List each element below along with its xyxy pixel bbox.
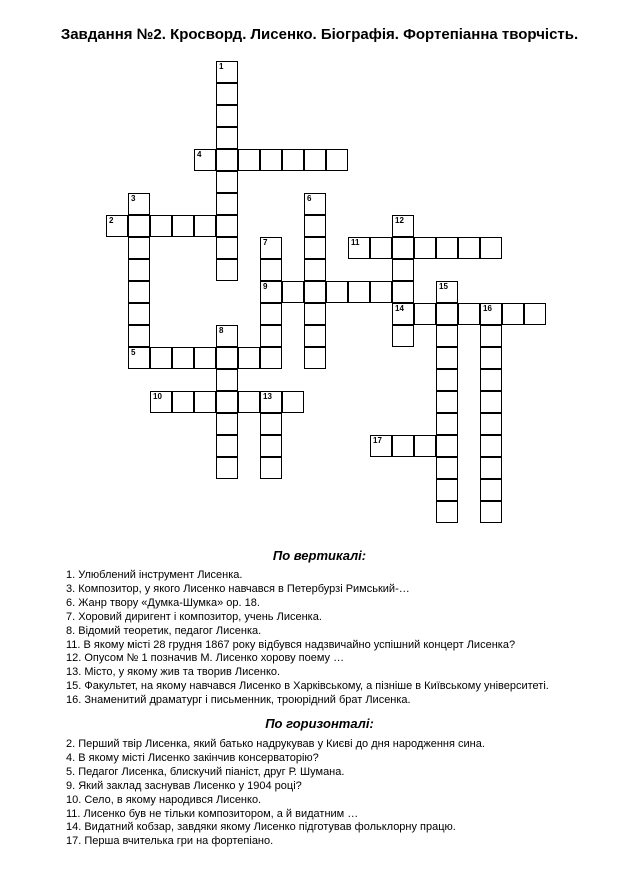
crossword-cell[interactable]	[128, 259, 150, 281]
clue-horizontal-10: 10. Село, в якому народився Лисенко.	[66, 793, 262, 806]
horizontal-heading: По горизонталі:	[265, 716, 374, 731]
page-title: Завдання №2. Кросворд. Лисенко. Біографія. Фортепіанна творчість.	[60, 26, 579, 43]
clue-horizontal-2: 2. Перший твір Лисенка, який батько надрукував у Києві до дня народження сина.	[66, 738, 485, 750]
clue-horizontal-11: 11. Лисенко був не тільки композитором, а й видатним …	[66, 807, 359, 820]
crossword-cell[interactable]	[480, 391, 502, 413]
clue-vertical-15: 15. Факультет, на якому навчався Лисенко в Харківському, а пізніше в Київському університеті.	[66, 680, 549, 693]
crossword-cell[interactable]	[216, 193, 238, 215]
crossword-cell[interactable]	[480, 325, 502, 347]
crossword-cell[interactable]	[304, 303, 326, 325]
cell-number-label: 16	[483, 304, 492, 313]
crossword-cell[interactable]	[260, 435, 282, 457]
crossword-cell[interactable]	[348, 237, 370, 259]
crossword-cell[interactable]	[370, 435, 392, 457]
crossword-cell[interactable]	[480, 435, 502, 457]
crossword-cell[interactable]	[216, 391, 238, 413]
crossword-cell[interactable]	[436, 347, 458, 369]
crossword-cell[interactable]	[480, 457, 502, 479]
crossword-cell[interactable]	[216, 347, 238, 369]
crossword-cell[interactable]	[436, 435, 458, 457]
vertical-heading: По вертикалі:	[272, 548, 367, 563]
crossword-cell[interactable]	[304, 215, 326, 237]
clue-horizontal-17: 17. Перша вчителька гри на фортепіано.	[66, 835, 274, 848]
crossword-cell[interactable]	[436, 303, 458, 325]
cell-number-label: 1	[219, 62, 224, 71]
crossword-cell[interactable]	[216, 435, 238, 457]
crossword-cell[interactable]	[502, 303, 524, 325]
crossword-cell[interactable]	[480, 369, 502, 391]
crossword-cell[interactable]	[414, 303, 436, 325]
crossword-cell[interactable]	[260, 457, 282, 479]
crossword-cell[interactable]	[480, 303, 502, 325]
crossword-cell[interactable]	[524, 303, 546, 325]
crossword-cell[interactable]	[282, 391, 304, 413]
crossword-cell[interactable]	[106, 215, 128, 237]
crossword-cell[interactable]	[172, 391, 194, 413]
crossword-cell[interactable]	[436, 281, 458, 303]
crossword-cell[interactable]	[150, 215, 172, 237]
crossword-cell[interactable]	[128, 193, 150, 215]
crossword-cell[interactable]	[216, 215, 238, 237]
crossword-cell[interactable]	[216, 413, 238, 435]
crossword-cell[interactable]	[194, 149, 216, 171]
crossword-cell[interactable]	[392, 215, 414, 237]
cell-number-label: 7	[263, 238, 268, 247]
cell-number-label: 8	[219, 326, 224, 335]
clue-vertical-13: 13. Місто, у якому жив та творив Лисенко.	[66, 666, 281, 679]
crossword-cell[interactable]	[260, 149, 282, 171]
crossword-cell[interactable]	[282, 281, 304, 303]
crossword-cell[interactable]	[436, 479, 458, 501]
crossword-cell[interactable]	[458, 303, 480, 325]
cell-number-label: 3	[131, 194, 136, 203]
crossword-cell[interactable]	[480, 413, 502, 435]
crossword-cell[interactable]	[436, 413, 458, 435]
crossword-cell[interactable]	[260, 325, 282, 347]
clue-vertical-1: 1. Улюблений інструмент Лисенка.	[66, 569, 243, 581]
cell-number-label: 2	[109, 216, 114, 225]
crossword-cell[interactable]	[216, 237, 238, 259]
crossword-cell[interactable]	[128, 347, 150, 369]
crossword-cell[interactable]	[128, 215, 150, 237]
crossword-cell[interactable]	[304, 281, 326, 303]
cell-number-label: 12	[395, 216, 404, 225]
clue-vertical-12: 12. Опусом № 1 позначив М. Лисенко хорову поему …	[66, 652, 345, 665]
crossword-cell[interactable]	[480, 501, 502, 523]
crossword-cell[interactable]	[216, 83, 238, 105]
crossword-cell[interactable]	[436, 391, 458, 413]
crossword-cell[interactable]	[172, 347, 194, 369]
crossword-cell[interactable]	[216, 171, 238, 193]
cell-number-label: 11	[351, 238, 360, 247]
crossword-cell[interactable]	[194, 391, 216, 413]
crossword-cell[interactable]	[304, 325, 326, 347]
crossword-cell[interactable]	[436, 325, 458, 347]
clue-horizontal-5: 5. Педагог Лисенка, блискучий піаніст, друг Р. Шумана.	[66, 765, 345, 778]
crossword-cell[interactable]	[392, 435, 414, 457]
horizontal-clues-list	[66, 738, 485, 849]
crossword-cell[interactable]	[392, 303, 414, 325]
clue-horizontal-9: 9. Який заклад заснував Лисенко у 1904 році?	[66, 779, 302, 792]
crossword-cell[interactable]	[436, 457, 458, 479]
crossword-cell[interactable]	[216, 457, 238, 479]
crossword-cell[interactable]	[216, 325, 238, 347]
crossword-cell[interactable]	[128, 303, 150, 325]
cell-number-label: 17	[373, 436, 382, 445]
crossword-cell[interactable]	[260, 259, 282, 281]
crossword-cell[interactable]	[216, 369, 238, 391]
crossword-cell[interactable]	[304, 347, 326, 369]
crossword-cell[interactable]	[216, 105, 238, 127]
crossword-cell[interactable]	[260, 391, 282, 413]
crossword-cell[interactable]	[260, 281, 282, 303]
crossword-cell[interactable]	[304, 193, 326, 215]
cell-number-label: 10	[153, 392, 162, 401]
crossword-cell[interactable]	[128, 237, 150, 259]
cell-number-label: 13	[263, 392, 272, 401]
crossword-cell[interactable]	[326, 281, 348, 303]
crossword-cell[interactable]	[238, 347, 260, 369]
crossword-cell[interactable]	[304, 259, 326, 281]
crossword-cell[interactable]	[392, 325, 414, 347]
clue-vertical-6: 6. Жанр твору «Думка-Шумка» ор. 18.	[66, 596, 260, 609]
crossword-cell[interactable]	[150, 391, 172, 413]
clue-horizontal-4: 4. В якому місті Лисенко закінчив консерваторію?	[66, 751, 319, 764]
cell-number-label: 5	[131, 348, 136, 357]
crossword-cell[interactable]	[370, 237, 392, 259]
clue-horizontal-14: 14. Видатний кобзар, завдяки якому Лисенко підготував фольклорну працю.	[66, 821, 456, 834]
vertical-clues-list	[66, 569, 549, 708]
crossword-cell[interactable]	[392, 237, 414, 259]
crossword-cell[interactable]	[392, 281, 414, 303]
crossword-cell[interactable]	[128, 325, 150, 347]
crossword-cell[interactable]	[194, 215, 216, 237]
crossword-cell[interactable]	[480, 347, 502, 369]
crossword-cell[interactable]	[458, 237, 480, 259]
cell-number-label: 6	[307, 194, 312, 203]
crossword-cell[interactable]	[238, 149, 260, 171]
crossword-cell[interactable]	[216, 127, 238, 149]
crossword-cell[interactable]	[480, 479, 502, 501]
crossword-cell[interactable]	[414, 435, 436, 457]
crossword-cell[interactable]	[238, 391, 260, 413]
crossword-cell[interactable]	[392, 259, 414, 281]
crossword-cell[interactable]	[172, 215, 194, 237]
crossword-cell[interactable]	[370, 281, 392, 303]
cell-number-label: 15	[439, 282, 448, 291]
crossword-cell[interactable]	[260, 237, 282, 259]
crossword-cell[interactable]	[326, 149, 348, 171]
clue-vertical-3: 3. Композитор, у якого Лисенко навчався в Петербурзі Римський-…	[66, 582, 410, 595]
clue-vertical-8: 8. Відомий теоретик, педагог Лисенка.	[66, 624, 262, 637]
crossword-cell[interactable]	[436, 237, 458, 259]
crossword-cell[interactable]	[260, 303, 282, 325]
crossword-cell[interactable]	[150, 347, 172, 369]
crossword-cell[interactable]	[216, 149, 238, 171]
cell-number-label: 14	[395, 304, 404, 313]
crossword-cell[interactable]	[128, 281, 150, 303]
crossword-cell[interactable]	[480, 237, 502, 259]
crossword-cell[interactable]	[436, 501, 458, 523]
crossword-cell[interactable]	[216, 61, 238, 83]
cell-number-label: 9	[263, 282, 268, 291]
crossword-cell[interactable]	[216, 259, 238, 281]
clue-vertical-7: 7. Хоровий диригент і композитор, учень Лисенка.	[66, 610, 322, 623]
crossword-cell[interactable]	[194, 347, 216, 369]
crossword-cell[interactable]	[260, 347, 282, 369]
crossword-cell[interactable]	[436, 369, 458, 391]
crossword-cell[interactable]	[348, 281, 370, 303]
cell-number-label: 4	[197, 150, 202, 159]
crossword-cell[interactable]	[260, 413, 282, 435]
clue-vertical-11: 11. В якому місті 28 грудня 1867 року відбувся надзвичайно успішний концерт Лисенка?	[66, 638, 516, 651]
clue-vertical-16: 16. Знаменитий драматург і письменник, троюрідний брат Лисенка.	[66, 694, 411, 707]
crossword-cell[interactable]	[282, 149, 304, 171]
crossword-cell[interactable]	[304, 149, 326, 171]
crossword-cell[interactable]	[304, 237, 326, 259]
crossword-cell[interactable]	[414, 237, 436, 259]
